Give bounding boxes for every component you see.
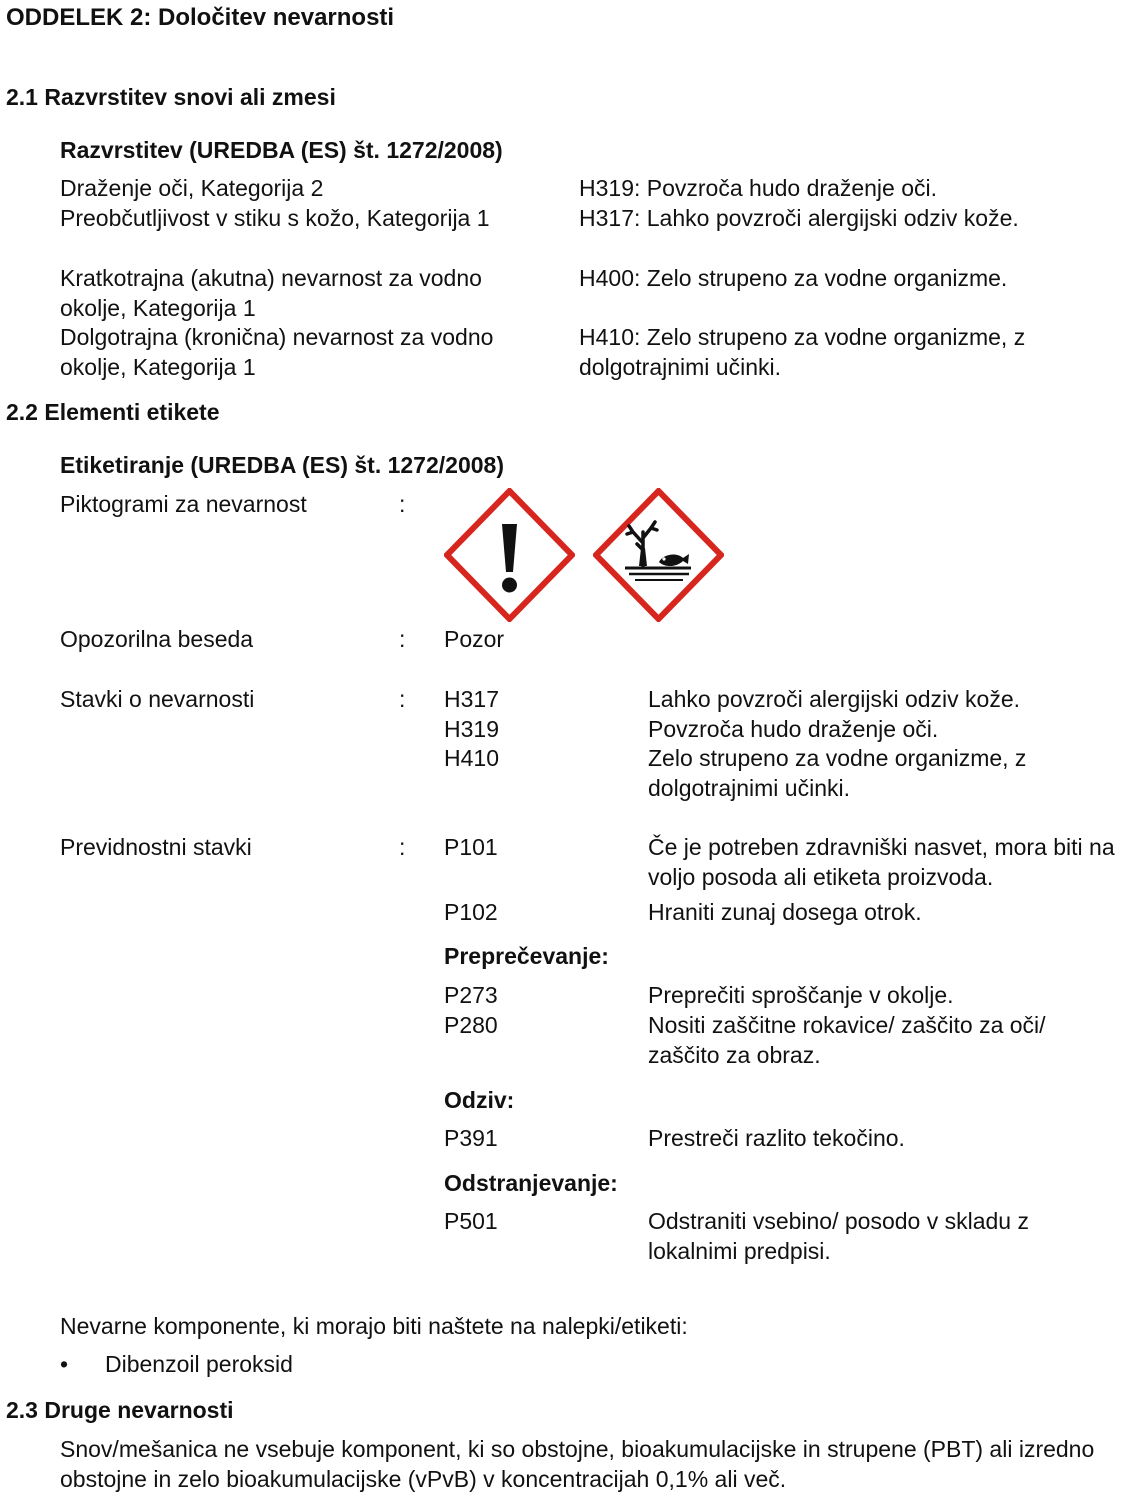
classification-row: Kratkotrajna (akutna) nevarnost za vodno okolje, Kategorija 1	[60, 265, 482, 321]
hazard-code: H319	[444, 716, 499, 742]
classification-row: Dolgotrajna (kronična) nevarnost za vodno okolje, Kategorija 1	[60, 324, 494, 380]
classification-statement: H410: Zelo strupeno za vodne organizme, z dolgotrajnimi učinki.	[579, 324, 1026, 380]
disposal-heading: Odstranjevanje:	[444, 1170, 618, 1196]
environment-icon	[593, 488, 724, 622]
hazard-text: Zelo strupeno za vodne organizme, z dolgotrajnimi učinki.	[648, 745, 1027, 801]
heading-2-2: 2.2 Elementi etikete	[6, 399, 220, 425]
classification-row: Draženje oči, Kategorija 2	[60, 175, 324, 201]
precautionary-statements-label: Previdnostni stavki	[60, 834, 252, 860]
prevention-heading: Preprečevanje:	[444, 943, 609, 969]
heading-2-3: 2.3 Druge nevarnosti	[6, 1397, 234, 1423]
precaution-text: Hraniti zunaj dosega otrok.	[648, 899, 922, 925]
precaution-text: Nositi zaščitne rokavice/ zaščito za oči/ zaščito za obraz.	[648, 1012, 1046, 1068]
signal-word-label: Opozorilna beseda	[60, 626, 254, 652]
heading-2-1: 2.1 Razvrstitev snovi ali zmesi	[6, 84, 336, 110]
other-hazards-text: Snov/mešanica ne vsebuje komponent, ki so obstojne, bioakumulacijske in strupene (PBT) ali izredno obstojne in zelo bioakumulacijske (vPvB) v koncentracijah 0,1% ali več.	[60, 1436, 1095, 1492]
precaution-text: Odstraniti vsebino/ posodo v skladu z lokalnimi predpisi.	[648, 1208, 1029, 1264]
hazard-text: Povzroča hudo draženje oči.	[648, 716, 939, 742]
precaution-code: P101	[444, 834, 498, 860]
colon: :	[399, 834, 406, 860]
classification-statement: H400: Zelo strupeno za vodne organizme.	[579, 265, 1008, 291]
classification-statement: H319: Povzroča hudo draženje oči.	[579, 175, 937, 201]
precaution-text: Če je potreben zdravniški nasvet, mora biti na voljo posoda ali etiketa proizvoda.	[648, 834, 1115, 890]
hazard-code: H410	[444, 745, 499, 771]
classification-row: Preobčutljivost v stiku s kožo, Kategorija 1	[60, 205, 490, 231]
precaution-text: Preprečiti sproščanje v okolje.	[648, 982, 954, 1008]
colon: :	[399, 686, 406, 712]
response-heading: Odziv:	[444, 1087, 515, 1113]
hazardous-components-label: Nevarne komponente, ki morajo biti naštete na nalepki/etiketi:	[60, 1313, 688, 1339]
precaution-code: P501	[444, 1208, 498, 1234]
component-item: Dibenzoil peroksid	[105, 1351, 293, 1377]
pictograms-label: Piktogrami za nevarnost	[60, 491, 307, 517]
labelling-subheading: Etiketiranje (UREDBA (ES) št. 1272/2008)	[60, 452, 504, 478]
classification-statement: H317: Lahko povzroči alergijski odziv kože.	[579, 205, 1019, 231]
hazard-statements-label: Stavki o nevarnosti	[60, 686, 255, 712]
precaution-code: P102	[444, 899, 498, 925]
precaution-code: P273	[444, 982, 498, 1008]
precaution-code: P391	[444, 1125, 498, 1151]
hazard-text: Lahko povzroči alergijski odziv kože.	[648, 686, 1021, 712]
hazard-code: H317	[444, 686, 499, 712]
colon: :	[399, 626, 406, 652]
section-title: ODDELEK 2: Določitev nevarnosti	[6, 4, 395, 31]
precaution-code: P280	[444, 1012, 498, 1038]
bullet: •	[60, 1351, 69, 1377]
classification-subheading: Razvrstitev (UREDBA (ES) št. 1272/2008)	[60, 137, 503, 163]
precaution-text: Prestreči razlito tekočino.	[648, 1125, 905, 1151]
signal-word: Pozor	[444, 626, 505, 652]
exclamation-mark-icon	[444, 488, 575, 622]
colon: :	[399, 491, 406, 517]
